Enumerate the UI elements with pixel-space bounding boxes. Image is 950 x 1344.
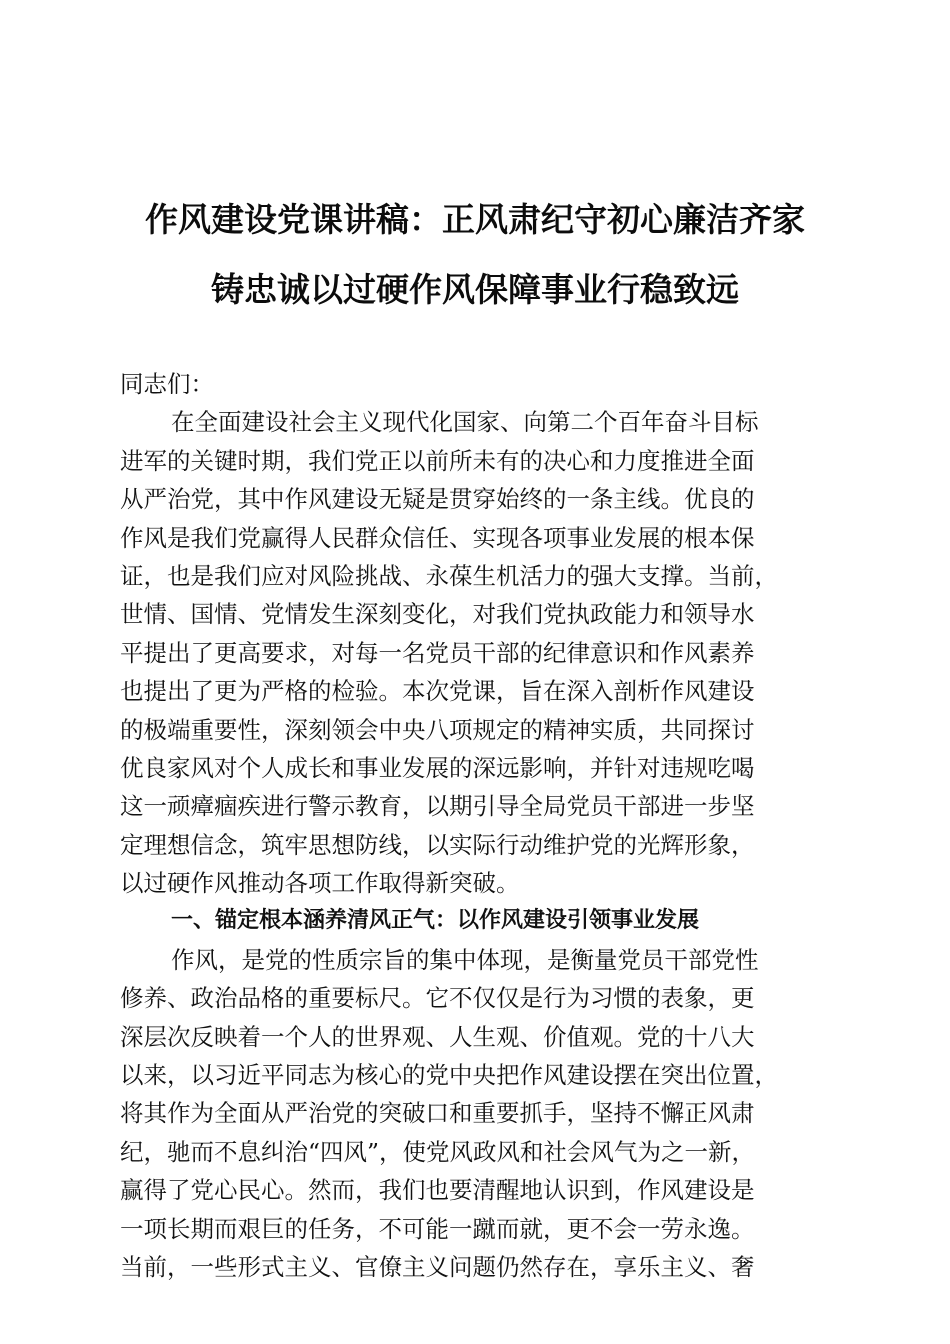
paragraph-line: 以来，以习近平同志为核心的党中央把作风建设摆在突出位置， — [120, 1061, 778, 1090]
paragraph-line: 进军的关键时期，我们党正以前所未有的决心和力度推进全面 — [120, 446, 755, 475]
paragraph-line: 世情、国情、党情发生深刻变化，对我们党执政能力和领导水 — [120, 600, 755, 629]
paragraph-line: 将其作为全面从严治党的突破口和重要抓手，坚持不懈正风肃 — [120, 1099, 755, 1128]
paragraph-line: 当前，一些形式主义、官僚主义问题仍然存在，享乐主义、奢 — [120, 1252, 755, 1281]
paragraph-line: 纪，驰而不息纠治“四风”，使党风政风和社会风气为之一新， — [120, 1137, 756, 1166]
paragraph-line: 作风是我们党赢得人民群众信任、实现各项事业发展的根本保 — [120, 523, 755, 552]
paragraph-line: 作风，是党的性质宗旨的集中体现，是衡量党员干部党性 — [171, 945, 759, 974]
paragraph-line: 的极端重要性，深刻领会中央八项规定的精神实质，共同探讨 — [120, 715, 755, 744]
paragraph-line: 深层次反映着一个人的世界观、人生观、价值观。党的十八大 — [120, 1022, 755, 1051]
salutation: 同志们： — [120, 370, 214, 398]
paragraph-line: 一项长期而艰巨的任务，不可能一蹴而就，更不会一劳永逸。 — [120, 1214, 755, 1243]
paragraph-line: 也提出了更为严格的检验。本次党课，旨在深入剖析作风建设 — [120, 677, 755, 706]
section-heading: 一、锚定根本涵养清风正气：以作风建设引领事业发展 — [171, 908, 700, 934]
paragraph-line: 证，也是我们应对风险挑战、永葆生机活力的强大支撑。当前， — [120, 561, 778, 590]
document-title-line-2: 铸忠诚以过硬作风保障事业行稳致远 — [211, 270, 739, 309]
document-body — [120, 365, 840, 1286]
document-title-line-1: 作风建设党课讲稿：正风肃纪守初心廉洁齐家 — [145, 200, 805, 239]
paragraph-line: 以过硬作风推动各项工作取得新突破。 — [120, 869, 520, 898]
paragraph-line: 赢得了党心民心。然而，我们也要清醒地认识到，作风建设是 — [120, 1176, 755, 1205]
paragraph-line: 定理想信念，筑牢思想防线，以实际行动维护党的光辉形象， — [120, 830, 755, 859]
paragraph-line: 优良家风对个人成长和事业发展的深远影响，并针对违规吃喝 — [120, 753, 755, 782]
paragraph-line: 修养、政治品格的重要标尺。它不仅仅是行为习惯的表象，更 — [120, 984, 755, 1013]
paragraph-line: 在全面建设社会主义现代化国家、向第二个百年奋斗目标 — [171, 408, 759, 437]
paragraph-line: 这一顽瘴痼疾进行警示教育，以期引导全局党员干部进一步坚 — [120, 792, 755, 821]
paragraph-line: 平提出了更高要求，对每一名党员干部的纪律意识和作风素养 — [120, 638, 755, 667]
paragraph-line: 从严治党，其中作风建设无疑是贯穿始终的一条主线。优良的 — [120, 485, 755, 514]
